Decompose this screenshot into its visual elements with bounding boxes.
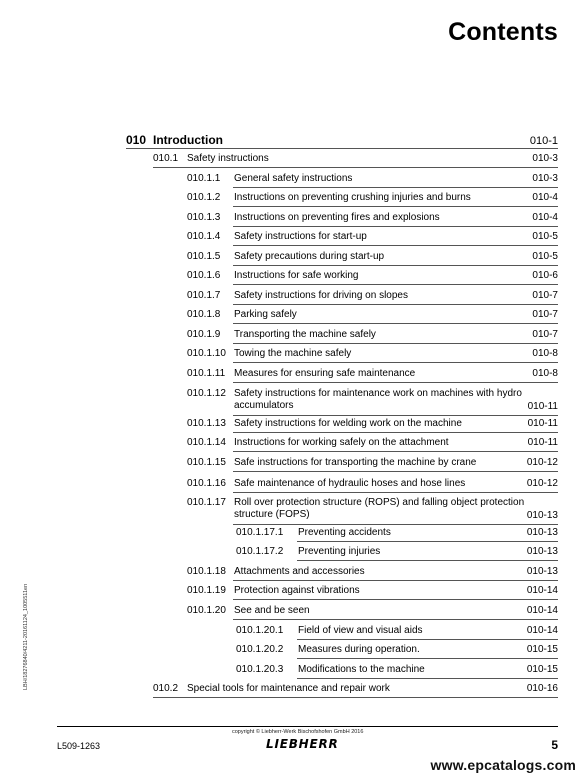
toc-entry-page: 010-12 — [526, 457, 558, 468]
toc-entry-page: 010-14 — [526, 605, 558, 616]
toc-entry-page: 010-13 — [526, 510, 558, 521]
toc-entry-page: 010-16 — [526, 683, 558, 694]
toc-entry-underline — [233, 265, 558, 266]
toc-entry-underline — [233, 599, 558, 600]
toc-entry-number: 010.1.17 — [187, 497, 226, 508]
toc-entry-page: 010-13 — [526, 527, 558, 538]
toc-entry-number: 010.1.9 — [187, 329, 221, 340]
toc-entry-page: 010-11 — [527, 418, 558, 429]
toc-entry-page: 010-6 — [532, 270, 558, 281]
toc-entry-title: Instructions for safe working — [234, 270, 359, 281]
toc-entry-number: 010.1.10 — [187, 348, 226, 359]
document-code: LBH/18276840/4211-20161124_1005511en — [23, 583, 29, 690]
toc-entry-page: 010-3 — [532, 153, 558, 164]
toc-entry-number: 010.1.19 — [187, 585, 226, 596]
toc-entry-title: Protection against vibrations — [234, 585, 360, 596]
toc-entry-number: 010 — [126, 133, 147, 147]
toc-entry-page: 010-15 — [526, 644, 558, 655]
page-title: Contents — [448, 18, 558, 46]
toc-entry-title-continued: structure (FOPS) — [234, 509, 310, 520]
toc-entry-page: 010-7 — [532, 309, 558, 320]
toc-entry-number: 010.1.11 — [187, 368, 226, 379]
toc-entry-title: Measures for ensuring safe maintenance — [234, 368, 416, 379]
toc-entry-underline — [233, 343, 558, 344]
toc-entry-title: Roll over protection structure (ROPS) and falling object protection — [234, 497, 525, 508]
toc-entry-page: 010-5 — [532, 231, 558, 242]
toc-entry-title: Safety instructions — [187, 153, 269, 164]
page-number: 5 — [551, 738, 558, 752]
toc-entry-underline — [233, 492, 558, 493]
toc-entry-underline — [233, 245, 558, 246]
toc-entry-number: 010.1.14 — [187, 437, 226, 448]
toc-entry-title: Transporting the machine safely — [234, 329, 376, 340]
toc-entry-number: 010.1.4 — [187, 231, 221, 242]
toc-entry-title-continued: accumulators — [234, 400, 294, 411]
toc-entry-title: Safety instructions for start-up — [234, 231, 367, 242]
toc-entry-number: 010.1.7 — [187, 290, 221, 301]
toc-entry-title: Measures during operation. — [298, 644, 420, 655]
toc-entry-page: 010-7 — [532, 290, 558, 301]
toc-entry-title: Parking safely — [234, 309, 297, 320]
toc-entry-number: 010.1.15 — [187, 457, 226, 468]
toc-entry-title: Towing the machine safely — [234, 348, 352, 359]
toc-entry-underline — [233, 206, 558, 207]
toc-entry-number: 010.1.2 — [187, 192, 221, 203]
toc-entry-title: Safety instructions for maintenance work on machines with hydro — [234, 388, 522, 399]
toc-entry-page: 010-13 — [526, 566, 558, 577]
toc-entry-number: 010.1.20.2 — [236, 644, 284, 655]
toc-entry-title: Instructions on preventing crushing injuries and burns — [234, 192, 471, 203]
toc-entry-title: Instructions for working safely on the attachment — [234, 437, 449, 448]
toc-entry-number: 010.1.18 — [187, 566, 226, 577]
toc-entry-underline — [233, 226, 558, 227]
toc-entry-underline — [126, 148, 558, 149]
toc-entry-title: Instructions on preventing fires and explosions — [234, 212, 440, 223]
toc-entry-number: 010.1.1 — [187, 173, 221, 184]
toc-entry-title: Safety instructions for driving on slopes — [234, 290, 408, 301]
document-id: L509-1263 — [57, 741, 101, 751]
toc-entry-page: 010-7 — [532, 329, 558, 340]
toc-entry-title: See and be seen — [234, 605, 310, 616]
toc-entry-underline — [233, 432, 558, 433]
toc-entry-title: Preventing accidents — [298, 527, 391, 538]
toc-entry-title: General safety instructions — [234, 173, 353, 184]
toc-entry-page: 010-11 — [527, 437, 558, 448]
toc-entry-underline — [153, 167, 558, 168]
toc-entry-number: 010.2 — [153, 683, 179, 694]
toc-entry-page: 010-4 — [532, 192, 558, 203]
toc-entry-number: 010.1.20 — [187, 605, 226, 616]
toc-entry-underline — [297, 678, 558, 679]
toc-entry-underline — [153, 697, 558, 698]
copyright-notice: copyright © Liebherr-Werk Bischofshofen GmbH 2016 — [232, 729, 364, 735]
toc-entry-number: 010.1.12 — [187, 388, 226, 399]
toc-entry-underline — [233, 580, 558, 581]
toc-entry-page: 010-14 — [526, 625, 558, 636]
toc-entry-title: Preventing injuries — [298, 546, 381, 557]
toc-entry-page: 010-14 — [526, 585, 558, 596]
toc-entry-page: 010-4 — [532, 212, 558, 223]
toc-entry-title: Safe instructions for transporting the machine by crane — [234, 457, 477, 468]
toc-entry-underline — [233, 471, 558, 472]
toc-entry-page: 010-3 — [532, 173, 558, 184]
toc-entry-underline — [233, 284, 558, 285]
toc-entry-underline — [297, 639, 558, 640]
toc-entry-title: Modifications to the machine — [298, 664, 425, 675]
toc-entry-page: 010-11 — [527, 401, 558, 412]
toc-entry-title: Special tools for maintenance and repair work — [187, 683, 390, 694]
toc-entry-underline — [233, 362, 558, 363]
toc-entry-underline — [233, 304, 558, 305]
toc-entry-page: 010-1 — [529, 135, 558, 147]
watermark-url: www.epcatalogs.com — [430, 757, 576, 773]
toc-entry-number: 010.1.3 — [187, 212, 221, 223]
toc-entry-underline — [233, 323, 558, 324]
toc-entry-title: Safety instructions for welding work on the machine — [234, 418, 462, 429]
toc-entry-number: 010.1.17.2 — [236, 546, 284, 557]
toc-entry-page: 010-12 — [526, 478, 558, 489]
toc-entry-underline — [297, 658, 558, 659]
toc-entry-page: 010-8 — [532, 368, 558, 379]
toc-entry-title: Safe maintenance of hydraulic hoses and hose lines — [234, 478, 466, 489]
toc-entry-underline — [233, 382, 558, 383]
brand-logo: LIEBHERR — [266, 737, 339, 751]
toc-entry-page: 010-13 — [526, 546, 558, 557]
toc-entry-underline — [233, 619, 558, 620]
toc-entry-title: Safety precautions during start-up — [234, 251, 385, 262]
toc-entry-number: 010.1.20.3 — [236, 664, 284, 675]
toc-entry-title: Attachments and accessories — [234, 566, 365, 577]
toc-entry-page: 010-15 — [526, 664, 558, 675]
toc-entry-title: Field of view and visual aids — [298, 625, 423, 636]
toc-entry-underline — [233, 415, 558, 416]
toc-entry-number: 010.1.5 — [187, 251, 221, 262]
toc-entry-page: 010-5 — [532, 251, 558, 262]
toc-entry-number: 010.1.20.1 — [236, 625, 284, 636]
toc-entry-number: 010.1.16 — [187, 478, 226, 489]
toc-entry-underline — [297, 541, 558, 542]
toc-entry-underline — [233, 451, 558, 452]
toc-entry-underline — [297, 560, 558, 561]
toc-entry-underline — [233, 187, 558, 188]
footer-divider — [57, 726, 558, 727]
toc-entry-number: 010.1.8 — [187, 309, 221, 320]
toc-entry-page: 010-8 — [532, 348, 558, 359]
toc-entry-number: 010.1.13 — [187, 418, 226, 429]
toc-entry-number: 010.1.6 — [187, 270, 221, 281]
toc-entry-number: 010.1 — [153, 153, 179, 164]
toc-entry-underline — [233, 524, 558, 525]
toc-entry-number: 010.1.17.1 — [236, 527, 284, 538]
toc-entry-title: Introduction — [153, 133, 223, 147]
